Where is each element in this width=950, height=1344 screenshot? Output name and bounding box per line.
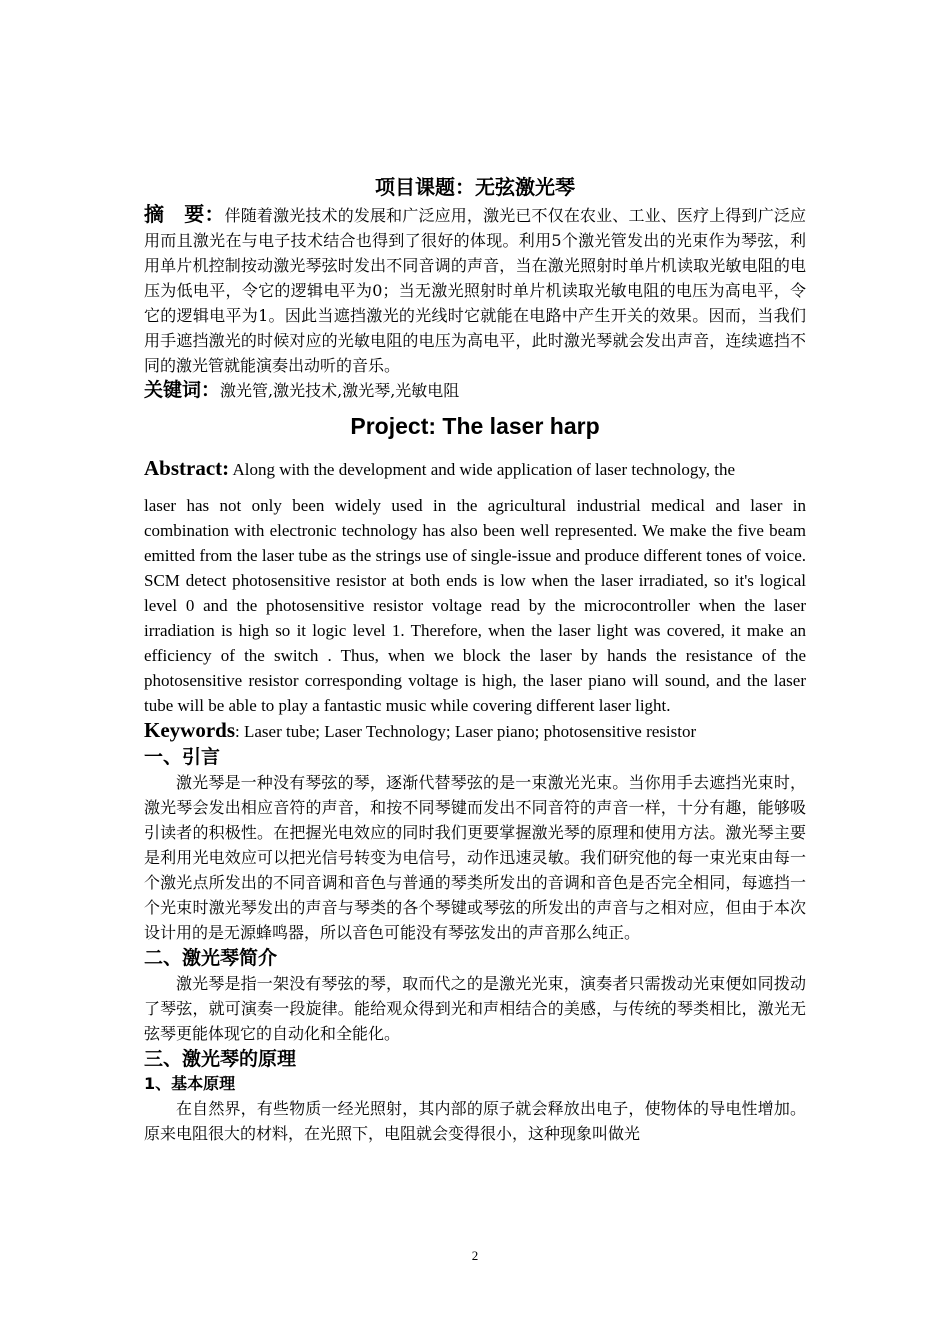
keywords-text-en: : Laser tube; Laser Technology; Laser piano; photosensitive resistor [235, 722, 697, 741]
section-heading-introduction: 一、引言 [144, 746, 221, 768]
page-content [144, 172, 806, 1146]
section-paragraph-principle: 在自然界，有些物质一经光照射，其内部的原子就会释放出电子，使物体的导电性增加。原来电阻很大的材料，在光照下，电阻就会变得很小，这种现象叫做光 [144, 1099, 806, 1143]
subsection-heading-basic-principle: 1、基本原理 [144, 1074, 236, 1093]
keywords-text-cn: 激光管,激光技术,激光琴,光敏电阻 [220, 381, 460, 400]
english-keywords [144, 718, 806, 744]
page-number: 2 [471, 1248, 479, 1263]
section-heading-overview: 二、激光琴简介 [144, 947, 278, 969]
keywords-label-en: Keywords [144, 718, 235, 742]
abstract-label-cn: 摘 要： [144, 202, 225, 226]
chinese-abstract [144, 202, 806, 378]
abstract-text-cn: 伴随着激光技术的发展和广泛应用，激光已不仅在农业、工业、医疗上得到广泛应用而且激光在与电子技术结合也得到了很好的体现。利用5个激光管发出的光束作为琴弦，利用单片机控制按动激光琴弦时发出不同音调的声音，当在激光照射时单片机读取光敏电阻的电压为低电平，令它的逻辑电平为0；当无激光照射时单片机读取光敏电阻的电压为高电平，令它的逻辑电平为1。因此当遮挡激光的光线时它就能在电路中产生开关的效果。因而，当我们用手遮挡激光的时候对应的光敏电阻的电压为高电平，此时激光琴就会发出声音，连续遮挡不同的激光管就能演奏出动听的音乐。 [144, 206, 806, 375]
page-title: 项目课题：无弦激光琴 [375, 175, 575, 199]
english-abstract: laser has not only been widely used in the agricultural industrial medical and laser in combination with electronic technology has also been well represented. We make the five beam emitted from the laser tube as the strings use of single-issue and produce different tones of voice. SCM detect photosensitive resistor at both ends is low when the laser irradiated, so it's logical level 0 and the photosensitive resistor voltage read by the microcontroller when the laser irradiation is high so it logic level 1. Therefore, when the laser light was covered, it make an efficiency of the switch . Thus, when we block the laser by hands the resistance of the photosensitive resistor corresponding voltage is high, the laser piano will sound, and the laser tube will be able to play a fantastic music while covering different laser light. [144, 496, 806, 715]
section-paragraph-introduction: 激光琴是一种没有琴弦的琴，逐渐代替琴弦的是一束激光光束。当你用手去遮挡光束时，激光琴会发出相应音符的声音，和按不同琴键而发出不同音符的声音一样，十分有趣，能够吸引读者的积极性。在把握光电效应的同时我们更要掌握激光琴的原理和使用方法。激光琴主要是利用光电效应可以把光信号转变为电信号，动作迅速灵敏。我们研究他的每一束光束由每一个激光点所发出的不同音调和音色与普通的琴类所发出的音调和音色是否完全相同，每遮挡一个光束时激光琴发出的声音与琴类的各个琴键或琴弦的所发出的声音与之相对应，但由于本次设计用的是无源蜂鸣器，所以音色可能没有琴弦发出的声音那么纯正。 [144, 773, 806, 942]
keywords-label-cn: 关键词： [144, 379, 221, 401]
abstract-first-line-en: Along with the development and wide application of laser technology, the [229, 460, 736, 479]
abstract-label-en: Abstract: [144, 456, 230, 480]
section-heading-principle: 三、激光琴的原理 [144, 1048, 297, 1070]
english-abstract-first-line [144, 453, 806, 485]
english-title: Project: The laser harp [350, 413, 600, 439]
chinese-keywords [144, 378, 806, 403]
section-paragraph-overview: 激光琴是指一架没有琴弦的琴，取而代之的是激光光束，演奏者只需拨动光束便如同拨动了琴弦，就可演奏一段旋律。能给观众得到光和声相结合的美感，与传统的琴类相比，激光无弦琴更能体现它的自动化和全能化。 [144, 974, 806, 1043]
